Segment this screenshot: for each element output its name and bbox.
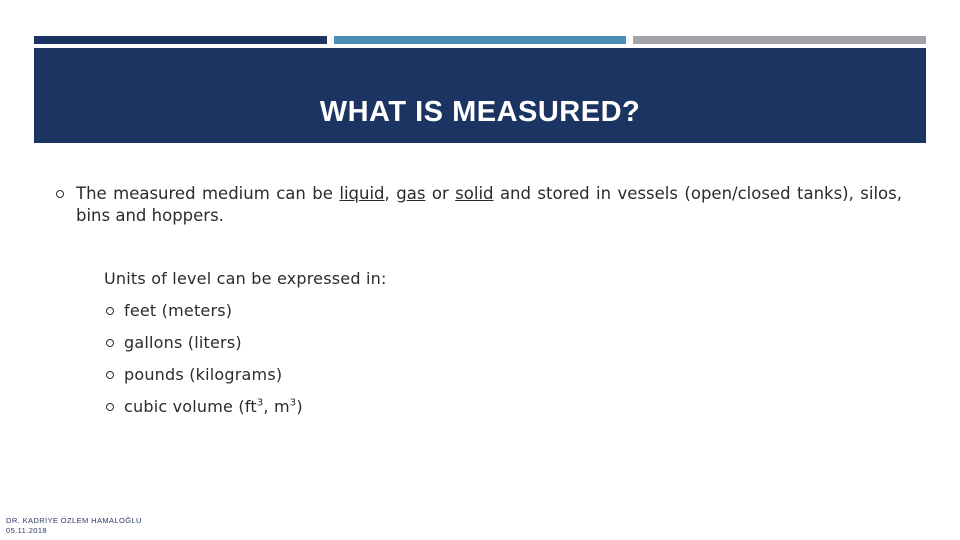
- ring-bullet-icon: [56, 190, 64, 198]
- units-heading: Units of level can be expressed in:: [104, 269, 387, 288]
- footer-date: 05.11.2018: [6, 525, 47, 535]
- unit-label: gallons (liters): [124, 333, 242, 352]
- footer: [6, 516, 142, 535]
- list-item: [104, 300, 303, 332]
- intro-text-end: and stored in vessels (open/closed tanks), silos, bins and hoppers.: [76, 184, 902, 225]
- slide-title: WHAT IS MEASURED?: [319, 96, 641, 128]
- list-item: [104, 396, 303, 428]
- unit-label: feet (meters): [124, 301, 233, 320]
- list-item: [104, 332, 303, 364]
- ring-bullet-icon: [106, 371, 114, 379]
- unit-label-cubic: [124, 397, 303, 416]
- term-gas: gas: [396, 184, 426, 203]
- cubic-prefix: cubic volume (ft: [124, 397, 257, 416]
- list-item: [104, 364, 303, 396]
- cubic-exponent-m: 3: [289, 397, 297, 409]
- intro-paragraph: [56, 183, 902, 227]
- intro-text: [76, 183, 902, 227]
- intro-text-start: The measured medium can be: [76, 184, 340, 203]
- term-solid: solid: [455, 184, 494, 203]
- accent-bar-navy: [34, 36, 327, 44]
- unit-label: pounds (kilograms): [124, 365, 283, 384]
- cubic-exponent-ft: 3: [256, 397, 264, 409]
- ring-bullet-icon: [106, 339, 114, 347]
- cubic-middle: , m: [263, 397, 290, 416]
- term-liquid: liquid: [339, 184, 385, 203]
- intro-comma: ,: [384, 184, 397, 203]
- ring-bullet-icon: [106, 403, 114, 411]
- accent-bar-gray: [633, 36, 926, 44]
- intro-or: or: [425, 184, 456, 203]
- cubic-suffix: ): [296, 397, 303, 416]
- units-list: [104, 300, 303, 428]
- accent-bar-blue: [334, 36, 627, 44]
- header-accent-bars: [34, 36, 926, 44]
- footer-author: DR. KADRİYE ÖZLEM HAMALOĞLU: [6, 516, 142, 525]
- title-band: [34, 48, 926, 143]
- ring-bullet-icon: [106, 307, 114, 315]
